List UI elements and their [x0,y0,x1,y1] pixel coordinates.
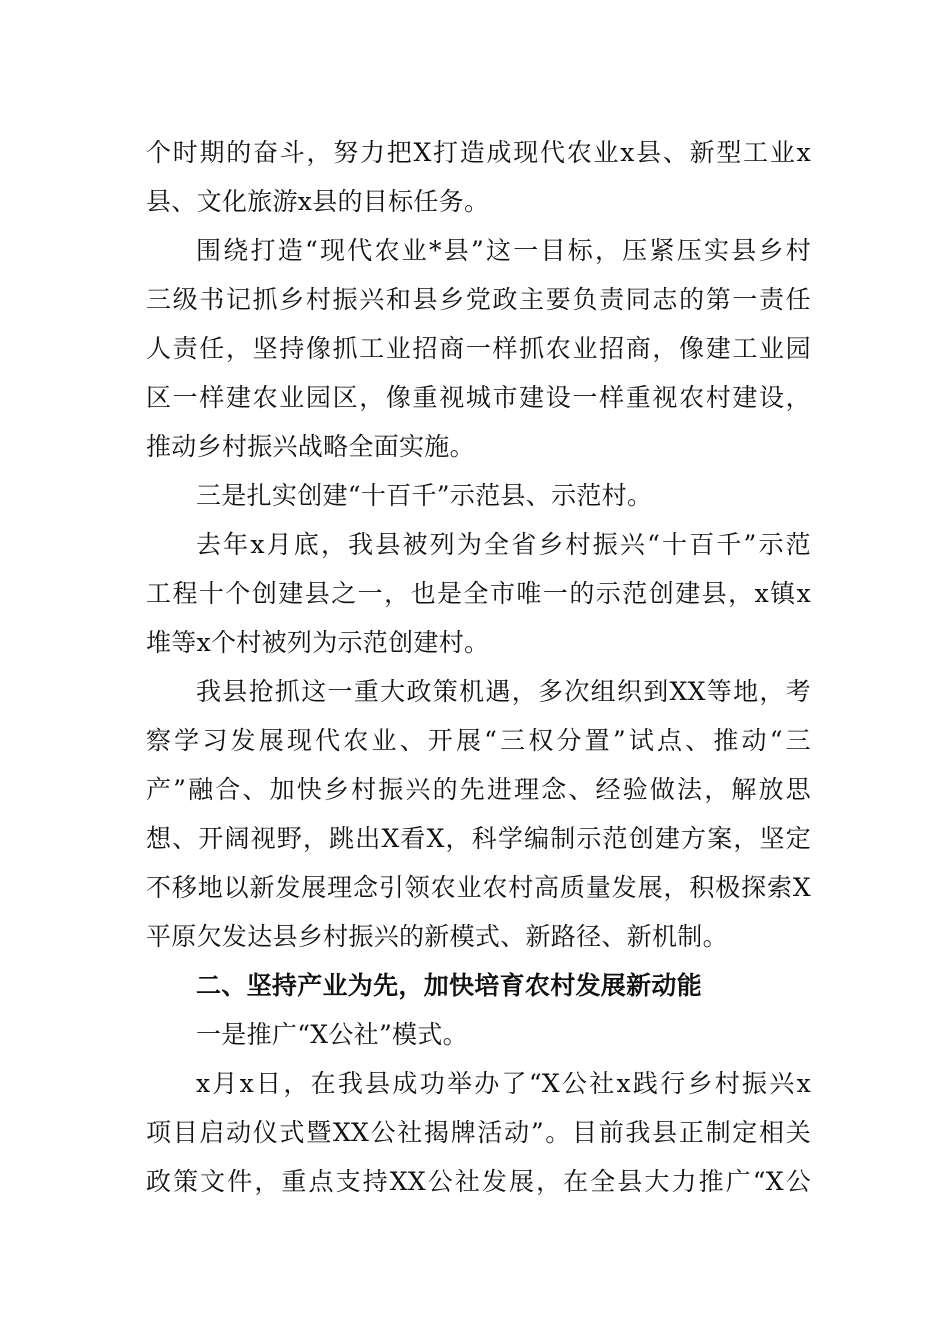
section-heading [146,961,811,1010]
paragraph [146,226,811,471]
text-line: 推动乡村振兴战略全面实施。 [146,432,475,461]
text-line: x月x日，在我县成功举办了“X公社x践行乡村振兴x [196,1069,811,1098]
text-line: 项目启动仪式暨XX公社揭牌活动”。目前我县正制定相关 [146,1118,811,1147]
text-line: 产”融合、加快乡村振兴的先进理念、经验做法，解放思 [146,775,811,804]
paragraph [146,520,811,667]
text-line: 个时期的奋斗，努力把X打造成现代农业x县、新型工业x [146,138,811,167]
text-line: 想、开阔视野，跳出X看X，科学编制示范创建方案，坚定 [146,824,811,853]
text-line: 三是扎实创建“十百千”示范县、示范村。 [196,481,653,510]
text-line: 区一样建农业园区，像重视城市建设一样重视农村建设， [146,383,811,412]
text-line: 不移地以新发展理念引领农业农村高质量发展，积极探索X [146,873,811,902]
text-line: 察学习发展现代农业、开展“三权分置”试点、推动“三 [146,726,811,755]
text-line: 县、文化旅游x县的目标任务。 [146,187,490,216]
text-line: 堆等x个村被列为示范创建村。 [146,628,490,657]
paragraph [146,471,811,520]
text-line: 平原欠发达县乡村振兴的新模式、新路径、新机制。 [146,922,728,951]
text-line: 去年x月底，我县被列为全省乡村振兴“十百千”示范 [196,530,811,559]
text-line: 一是推广“X公社”模式。 [196,1020,468,1049]
paragraph [146,1010,811,1059]
paragraph [146,667,811,961]
text-line: 三级书记抓乡村振兴和县乡党政主要负责同志的第一责任 [146,285,811,314]
text-line: 我县抢抓这一重大政策机遇，多次组织到XX等地，考 [196,677,811,706]
text-line: 工程十个创建县之一，也是全市唯一的示范创建县，x镇x [146,579,811,608]
text-line: 二、坚持产业为先，加快培育农村发展新动能 [196,971,703,1000]
text-line: 人责任，坚持像抓工业招商一样抓农业招商，像建工业园 [146,334,811,363]
text-line: 围绕打造“现代农业*县”这一目标，压紧压实县乡村 [196,236,811,265]
paragraph [146,1059,811,1206]
text-line: 政策文件，重点支持XX公社发展，在全县大力推广“X公 [146,1167,811,1196]
paragraph [146,128,811,226]
document-body [146,128,811,1206]
